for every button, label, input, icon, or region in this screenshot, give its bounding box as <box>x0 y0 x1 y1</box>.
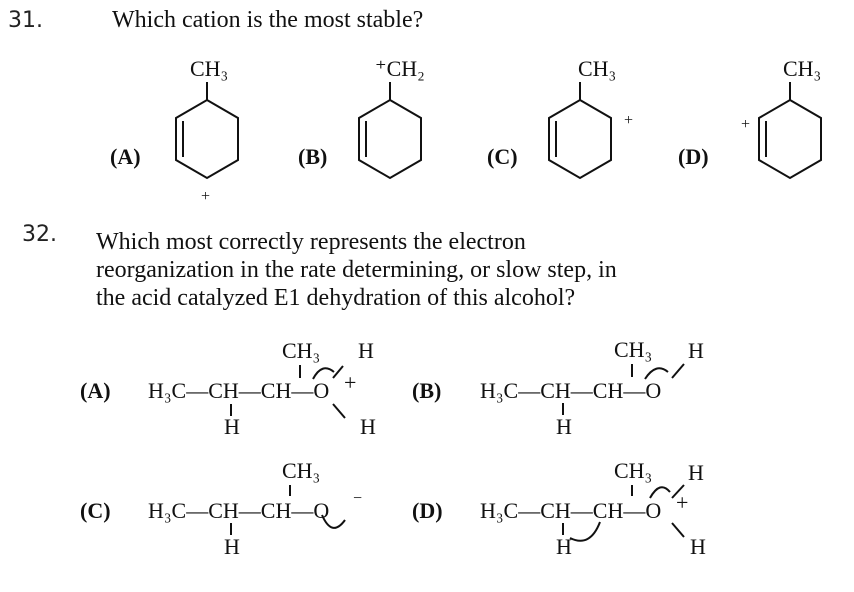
q32-option-b-top: CH₃ <box>614 337 653 362</box>
q31-ring-c <box>549 82 611 178</box>
q32-option-a-right-h: H <box>360 414 376 439</box>
q31-ring-b <box>359 82 421 178</box>
q32-option-a-label: (A) <box>80 378 111 403</box>
q32-option-a-bottom-h: H <box>224 414 240 439</box>
q31-number: 31. <box>8 8 43 33</box>
q31-option-c-label: (C) <box>487 144 518 169</box>
q32-option-d-chain: H₃C—CH—CH—O <box>480 498 662 523</box>
q32-option-a-chain: H₃C—CH—CH—O <box>148 378 330 403</box>
q31-option-d-charge: + <box>741 116 751 133</box>
q31-option-d-label: (D) <box>678 144 709 169</box>
q32-option-d-right-h: H <box>690 534 706 559</box>
q31-option-c-group: CH₃ <box>578 56 617 81</box>
q32-option-a-top: CH₃ <box>282 338 321 363</box>
q32-option-b-bottom-h: H <box>556 414 572 439</box>
q32-option-b-top-h: H <box>688 338 704 363</box>
q32-option-d-label: (D) <box>412 498 443 523</box>
q32-line-3: the acid catalyzed E1 dehydration of this alcohol? <box>96 285 576 311</box>
q32-option-a-charge: + <box>344 370 357 395</box>
q32-option-b-chain: H₃C—CH—CH—O <box>480 378 662 403</box>
q32-option-d-top-h: H <box>688 460 704 485</box>
q32-line-2: reorganization in the rate determining, or slow step, in <box>96 257 617 283</box>
q31-option-a-group: CH₃ <box>190 56 229 81</box>
q31-option-c-charge: + <box>624 112 634 129</box>
q31-option-a-label: (A) <box>110 144 141 169</box>
q32-line-1: Which most correctly represents the electron <box>96 229 526 255</box>
q31-option-b-group: ⁺CH₂ <box>375 56 425 81</box>
q32-number: 32. <box>22 222 57 247</box>
q31-option-a-charge: + <box>201 188 211 205</box>
q32-option-a-top-h: H <box>358 338 374 363</box>
q32-option-c-bottom-h: H <box>224 534 240 559</box>
q32-option-d-top: CH₃ <box>614 458 653 483</box>
q32-option-c-label: (C) <box>80 498 111 523</box>
q31-ring-d <box>759 82 821 178</box>
q31-text: Which cation is the most stable? <box>112 7 424 33</box>
q32-option-c-chain: H₃C—CH—CH—O <box>148 498 330 523</box>
q32-option-c-charge: − <box>353 490 363 507</box>
q32-option-d-arrow-2-icon <box>570 522 600 541</box>
q31-option-b-label: (B) <box>298 144 328 169</box>
q31-ring-a <box>176 82 238 178</box>
q32-option-c-top: CH₃ <box>282 458 321 483</box>
q31-option-d-group: CH₃ <box>783 56 822 81</box>
q32-option-b-label: (B) <box>412 378 442 403</box>
q32-option-d-charge: + <box>676 490 689 515</box>
q32-option-d-arrow-1-icon <box>650 487 670 498</box>
q32-option-d-bottom-h: H <box>556 534 572 559</box>
